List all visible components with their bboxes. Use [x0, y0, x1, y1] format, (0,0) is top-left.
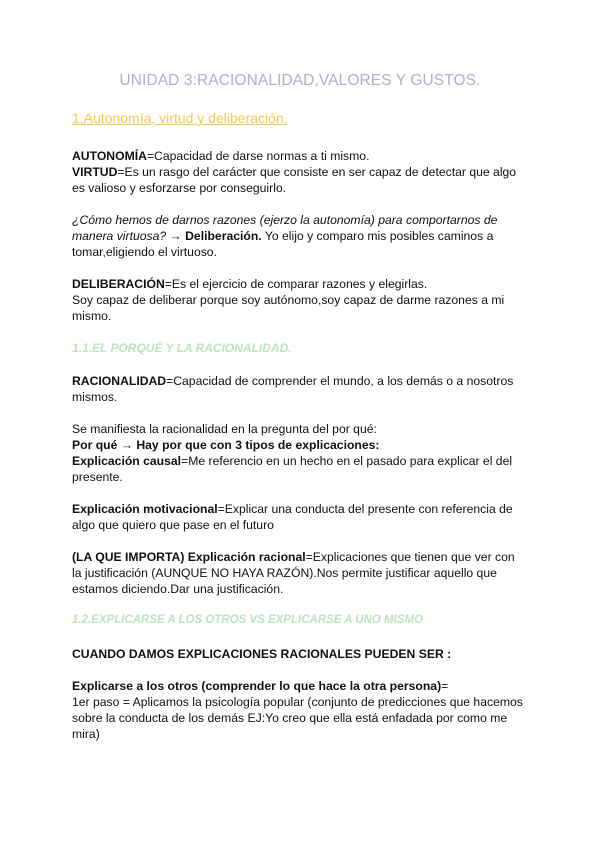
racional-line-3: estamos diciendo.Dar una justificación. [72, 582, 284, 596]
virtud-definition: =Es un rasgo del carácter que consiste en ser capaz de detectar que algo [117, 165, 517, 179]
otros-term: Explicarse a los otros (comprender lo que hace la otra persona) [72, 679, 442, 693]
section12-heading: 1.2.EXPLICARSE A LOS OTROS VS EXPLICARSE A UNO MISMO [72, 614, 424, 626]
deliberacion-term: DELIBERACIÓN [72, 277, 165, 291]
autonomia-definition: =Capacidad de darse normas a ti mismo. [146, 149, 370, 163]
question-line-2 [72, 228, 493, 244]
causal-line-2: presente. [72, 470, 123, 484]
deliberacion-answer-term: Deliberación. [185, 229, 262, 243]
otros-equals: = [441, 679, 449, 693]
causal-line [72, 453, 512, 469]
question-text: manera virtuosa? → [72, 229, 186, 243]
deliberacion-paragraph-2: mismo. [72, 309, 112, 323]
document-title: UNIDAD 3:RACIONALIDAD,VALORES Y GUSTOS. [119, 72, 481, 89]
question-line-1: ¿Cómo hemos de darnos razones (ejerzo la autonomía) para comportarnos de [72, 213, 498, 227]
causal-term: Explicación causal [72, 454, 182, 468]
virtud-term: VIRTUD [72, 165, 118, 179]
motivacional-line-2: algo que quiero que pase en el futuro [72, 518, 274, 532]
racional-definition: =Explicaciones que tienen que ver con [305, 550, 515, 564]
racional-term: (LA QUE IMPORTA) Explicación racional [72, 550, 306, 564]
paso-line-1: 1er paso = Aplicamos la psicología popular (conjunto de predicciones que hacemos [72, 695, 523, 709]
racional-line [72, 549, 515, 565]
virtud-line [72, 164, 516, 180]
question-answer-rest: Yo elijo y comparo mis posibles caminos a [261, 229, 494, 243]
question-line-3: tomar,eligiendo el virtuoso. [72, 245, 217, 259]
deliberacion-line [72, 276, 427, 292]
racionalidad-term: RACIONALIDAD [72, 374, 167, 388]
racional-line-2: la justificación (AUNQUE NO HAYA RAZÓN).Nos permite justificar aquello que [72, 566, 497, 580]
paso-line-3: mira) [72, 727, 100, 741]
racionalidad-line [72, 373, 513, 389]
deliberacion-definition: =Es el ejercicio de comparar razones y elegirlas. [164, 277, 428, 291]
racionalidad-definition: =Capacidad de comprender el mundo, a los demás o a nosotros [166, 374, 514, 388]
causal-definition: =Me referencio en un hecho en el pasado para explicar el del [181, 454, 513, 468]
virtud-line-2: es valioso y esforzarse por conseguirlo. [72, 181, 287, 195]
paso-line-2: sobre la conducta de los demás EJ:Yo creo que ella está enfadada por como me [72, 711, 508, 725]
otros-line [72, 678, 448, 694]
autonomia-term: AUTONOMÍA [72, 149, 147, 163]
motivacional-term: Explicación motivacional [72, 502, 218, 516]
section11-heading: 1.1.EL PORQUÉ Y LA RACIONALIDAD. [72, 341, 292, 355]
cuando-line: CUANDO DAMOS EXPLICACIONES RACIONALES PUEDEN SER : [72, 647, 452, 661]
racionalidad-line-2: mismos. [72, 390, 118, 404]
motivacional-definition: =Explicar una conducta del presente con referencia de [217, 502, 513, 516]
motivacional-line [72, 501, 513, 517]
autonomia-line [72, 148, 369, 164]
deliberacion-paragraph-1: Soy capaz de deliberar porque soy autónomo,soy capaz de darme razones a mi [72, 293, 505, 307]
manifiesta-line: Se manifiesta la racionalidad en la pregunta del por qué: [72, 422, 377, 436]
section1-heading: 1.Autonomía, virtud y deliberación. [72, 110, 288, 126]
porque-line: Por qué → Hay por que con 3 tipos de explicaciones: [72, 438, 380, 452]
